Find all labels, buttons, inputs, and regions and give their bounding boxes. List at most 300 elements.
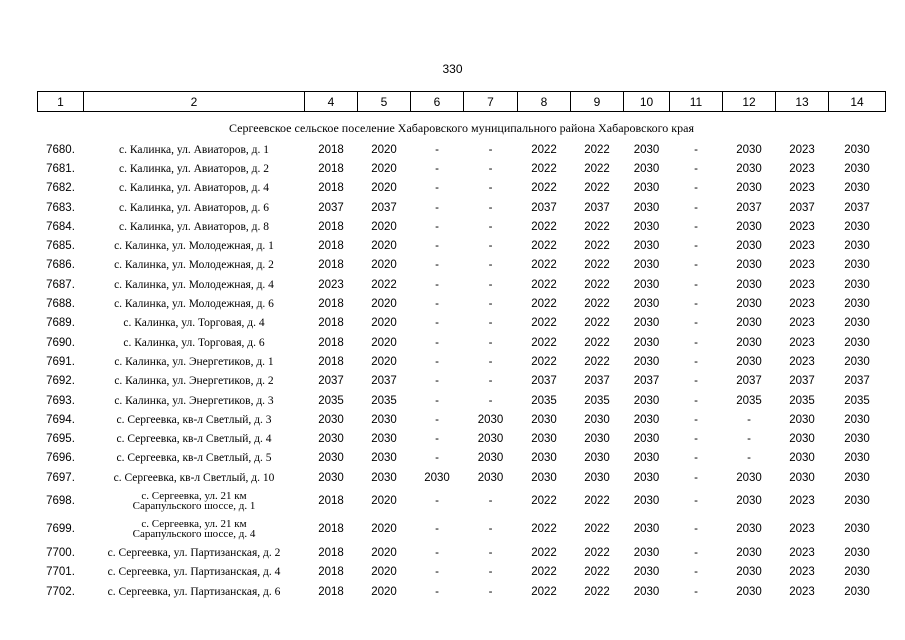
year-cell: 2030 [371, 452, 397, 465]
year-cell: 2035 [736, 394, 762, 407]
year-cell: - [435, 566, 439, 579]
year-cell: 2037 [318, 375, 344, 388]
year-cell: 2030 [736, 259, 762, 272]
year-cell: - [694, 585, 698, 598]
table-row [38, 468, 886, 487]
year-cell: 2030 [633, 546, 660, 559]
row-number: 7688. [46, 298, 75, 311]
year-cell: - [694, 336, 698, 349]
year-cell: - [747, 452, 751, 465]
address-cell: с. Калинка, ул. Авиаторов, д. 2 [119, 162, 269, 175]
year-cell: 2030 [633, 433, 660, 446]
year-cell: 2035 [318, 394, 344, 407]
year-cell: 2030 [844, 413, 870, 426]
table-row [38, 294, 886, 313]
year-cell: 2018 [318, 336, 344, 349]
year-cell: 2022 [531, 585, 557, 598]
year-cell: - [435, 162, 439, 175]
year-cell: 2022 [584, 182, 610, 195]
year-cell: 2030 [844, 336, 870, 349]
year-cell: - [694, 471, 698, 484]
year-cell: 2030 [633, 336, 660, 349]
year-cell: 2022 [531, 317, 557, 330]
table-row [38, 372, 886, 391]
year-cell: 2035 [584, 394, 610, 407]
column-header: 1 [38, 92, 84, 112]
year-cell: 2030 [844, 546, 870, 559]
year-cell: 2018 [318, 317, 344, 330]
year-cell: - [435, 413, 439, 426]
year-cell: - [488, 585, 493, 598]
year-cell: 2030 [633, 220, 660, 233]
year-cell: 2018 [318, 585, 344, 598]
year-cell: 2030 [844, 433, 870, 446]
year-cell: 2030 [736, 240, 762, 253]
year-cell: - [488, 182, 493, 195]
year-cell: 2022 [531, 546, 557, 559]
year-cell: - [694, 523, 698, 536]
year-cell: - [694, 355, 698, 368]
year-cell: - [488, 143, 493, 156]
year-cell: 2030 [633, 143, 660, 156]
table-row [38, 429, 886, 448]
year-cell: 2022 [531, 298, 557, 311]
year-cell: 2030 [318, 471, 344, 484]
table-row [38, 515, 886, 543]
year-cell: 2020 [371, 546, 397, 559]
year-cell: 2030 [424, 471, 450, 484]
year-cell: 2030 [633, 317, 660, 330]
year-cell: 2022 [584, 336, 610, 349]
table-body [38, 92, 886, 602]
year-cell: 2030 [844, 471, 870, 484]
year-cell: 2022 [584, 495, 610, 508]
year-cell: 2018 [318, 298, 344, 311]
table-row [38, 391, 886, 410]
column-header: 13 [776, 92, 829, 112]
year-cell: 2035 [844, 394, 870, 407]
year-cell: 2023 [789, 317, 815, 330]
row-number: 7691. [46, 355, 75, 368]
year-cell: 2022 [584, 240, 610, 253]
year-cell: - [694, 240, 698, 253]
year-cell: - [488, 317, 493, 330]
year-cell: 2030 [736, 162, 762, 175]
address-cell: с. Калинка, ул. Молодежная, д. 6 [114, 298, 274, 311]
year-cell: - [488, 355, 493, 368]
row-number: 7680. [46, 143, 75, 156]
year-cell: - [694, 413, 698, 426]
year-cell: 2030 [736, 523, 762, 536]
year-cell: - [488, 546, 493, 559]
year-cell: 2030 [633, 585, 660, 598]
year-cell: - [488, 220, 493, 233]
year-cell: 2018 [318, 523, 344, 536]
year-cell: 2030 [844, 585, 870, 598]
year-cell: 2023 [789, 143, 815, 156]
address-line: Сарапульского шоссе, д. 1 [132, 500, 256, 513]
year-cell: 2037 [844, 375, 870, 388]
table-row [38, 582, 886, 601]
year-cell: 2023 [789, 566, 815, 579]
year-cell: - [488, 162, 493, 175]
year-cell: 2035 [789, 394, 815, 407]
year-cell: - [488, 394, 493, 407]
year-cell: 2030 [633, 471, 660, 484]
year-cell: 2030 [584, 471, 610, 484]
year-cell: 2020 [371, 240, 397, 253]
year-cell: 2030 [633, 201, 660, 214]
year-cell: 2023 [789, 298, 815, 311]
row-number: 7681. [46, 162, 75, 175]
year-cell: - [435, 336, 439, 349]
year-cell: 2037 [789, 375, 815, 388]
address-cell [84, 487, 305, 515]
address-cell: с. Калинка, ул. Энергетиков, д. 1 [114, 355, 274, 368]
table-row [38, 333, 886, 352]
address-cell: с. Сергеевка, кв-л Светлый, д. 3 [116, 413, 272, 426]
year-cell: 2018 [318, 240, 344, 253]
year-cell: 2035 [371, 394, 397, 407]
year-cell: 2037 [789, 201, 815, 214]
year-cell: 2020 [371, 355, 397, 368]
row-number: 7693. [46, 394, 75, 407]
year-cell: 2022 [531, 278, 557, 291]
year-cell: - [694, 452, 698, 465]
year-cell: 2030 [844, 240, 870, 253]
year-cell: 2030 [371, 413, 397, 426]
year-cell: - [747, 413, 751, 426]
row-number: 7700. [46, 546, 75, 559]
year-cell: - [488, 375, 493, 388]
section-row [38, 112, 886, 141]
year-cell: 2022 [584, 220, 610, 233]
year-cell: 2030 [736, 298, 762, 311]
address-line: Сарапульского шоссе, д. 4 [132, 528, 256, 541]
year-cell: 2020 [371, 566, 397, 579]
address-cell: с. Калинка, ул. Молодежная, д. 1 [114, 240, 274, 253]
year-cell: 2023 [789, 182, 815, 195]
row-number: 7692. [46, 375, 75, 388]
year-cell: 2030 [844, 566, 870, 579]
section-title: Сергеевское сельское поселение Хабаровского муниципального района Хабаровского края [229, 120, 694, 135]
year-cell: 2037 [531, 375, 557, 388]
year-cell: 2023 [789, 336, 815, 349]
year-cell: - [694, 495, 698, 508]
row-number: 7683. [46, 201, 75, 214]
year-cell: 2030 [633, 452, 660, 465]
year-cell: 2037 [584, 375, 610, 388]
year-cell: - [694, 298, 698, 311]
year-cell: - [694, 317, 698, 330]
year-cell: 2018 [318, 143, 344, 156]
year-cell: 2023 [789, 259, 815, 272]
table-row [38, 256, 886, 275]
year-cell: 2030 [844, 220, 870, 233]
table-row [38, 487, 886, 515]
table-row [38, 179, 886, 198]
year-cell: - [435, 240, 439, 253]
year-cell: - [435, 182, 439, 195]
year-cell: - [694, 259, 698, 272]
year-cell: 2022 [584, 162, 610, 175]
year-cell: 2030 [736, 585, 762, 598]
year-cell: 2030 [318, 433, 344, 446]
address-cell: с. Калинка, ул. Молодежная, д. 4 [114, 278, 274, 291]
address-cell: с. Сергеевка, кв-л Светлый, д. 5 [116, 452, 272, 465]
year-cell: - [435, 355, 439, 368]
year-cell: 2030 [844, 162, 870, 175]
year-cell: 2023 [789, 546, 815, 559]
year-cell: 2018 [318, 566, 344, 579]
year-cell: 2022 [531, 523, 557, 536]
year-cell: 2030 [633, 162, 660, 175]
year-cell: 2022 [531, 495, 557, 508]
table-row [38, 543, 886, 562]
year-cell: - [488, 566, 493, 579]
address-cell: с. Калинка, ул. Авиаторов, д. 4 [119, 182, 269, 195]
year-cell: 2030 [844, 259, 870, 272]
row-number: 7682. [46, 182, 75, 195]
address-cell: с. Калинка, ул. Авиаторов, д. 8 [119, 220, 269, 233]
address-cell: с. Сергеевка, ул. Партизанская, д. 4 [107, 566, 281, 579]
year-cell: 2037 [531, 201, 557, 214]
year-cell: 2030 [633, 566, 660, 579]
year-cell: 2022 [531, 143, 557, 156]
year-cell: - [435, 585, 439, 598]
table-row [38, 352, 886, 371]
year-cell: 2030 [844, 278, 870, 291]
year-cell: - [488, 259, 493, 272]
column-header: 11 [670, 92, 723, 112]
year-cell: - [435, 298, 439, 311]
year-cell: 2037 [318, 201, 344, 214]
address-line: с. Сергеевка, ул. 21 км [141, 490, 247, 503]
year-cell: 2023 [789, 162, 815, 175]
year-cell: 2030 [736, 471, 762, 484]
table-row [38, 159, 886, 178]
row-number: 7690. [46, 336, 75, 349]
row-number: 7697. [46, 471, 75, 484]
year-cell: 2030 [633, 278, 660, 291]
year-cell: 2020 [371, 182, 397, 195]
year-cell: 2030 [633, 298, 660, 311]
year-cell: 2030 [584, 433, 610, 446]
year-cell: - [435, 495, 439, 508]
table-row [38, 217, 886, 236]
page-number: 330 [442, 62, 463, 76]
address-cell: с. Калинка, ул. Торговая, д. 4 [123, 317, 265, 330]
year-cell: 2023 [789, 278, 815, 291]
address-cell: с. Калинка, ул. Энергетиков, д. 2 [114, 375, 274, 388]
year-cell: - [435, 317, 439, 330]
year-cell: 2030 [844, 355, 870, 368]
column-header: 8 [518, 92, 571, 112]
year-cell: 2022 [531, 162, 557, 175]
table-row [38, 563, 886, 582]
year-cell: - [694, 143, 698, 156]
year-cell: 2022 [371, 278, 397, 291]
year-cell: - [435, 375, 439, 388]
year-cell: 2030 [633, 355, 660, 368]
year-cell: 2030 [789, 413, 815, 426]
year-cell: 2030 [736, 355, 762, 368]
column-header: 5 [358, 92, 411, 112]
year-cell: 2030 [531, 413, 557, 426]
year-cell: 2030 [736, 495, 762, 508]
column-header: 2 [84, 92, 305, 112]
year-cell: 2022 [531, 220, 557, 233]
year-cell: 2018 [318, 355, 344, 368]
year-cell: 2022 [584, 546, 610, 559]
table-row [38, 275, 886, 294]
year-cell: 2030 [531, 433, 557, 446]
year-cell: 2018 [318, 162, 344, 175]
year-cell: - [435, 546, 439, 559]
year-cell: 2030 [789, 471, 815, 484]
year-cell: - [488, 495, 493, 508]
year-cell: - [694, 278, 698, 291]
year-cell: 2030 [844, 452, 870, 465]
column-header: 4 [305, 92, 358, 112]
year-cell: - [694, 546, 698, 559]
year-cell: 2022 [584, 585, 610, 598]
row-number: 7684. [46, 220, 75, 233]
address-cell: с. Калинка, ул. Энергетиков, д. 3 [114, 394, 274, 407]
year-cell: 2030 [633, 523, 660, 536]
year-cell: 2030 [736, 278, 762, 291]
row-number: 7694. [46, 413, 75, 426]
year-cell: 2020 [371, 317, 397, 330]
year-cell: - [694, 394, 698, 407]
column-header: 6 [411, 92, 464, 112]
column-header: 10 [624, 92, 670, 112]
year-cell: 2022 [584, 317, 610, 330]
column-header: 14 [829, 92, 886, 112]
year-cell: - [435, 278, 439, 291]
year-cell: 2030 [371, 433, 397, 446]
year-cell: 2022 [531, 240, 557, 253]
year-cell: - [488, 201, 493, 214]
year-cell: 2023 [789, 523, 815, 536]
year-cell: 2037 [371, 201, 397, 214]
year-cell: - [694, 375, 698, 388]
row-number: 7689. [46, 317, 75, 330]
year-cell: 2030 [531, 471, 557, 484]
year-cell: 2030 [584, 452, 610, 465]
column-header: 7 [464, 92, 518, 112]
row-number: 7701. [46, 566, 75, 579]
year-cell: 2018 [318, 495, 344, 508]
year-cell: 2030 [844, 523, 870, 536]
row-number: 7695. [46, 433, 75, 446]
year-cell: 2022 [584, 143, 610, 156]
year-cell: - [488, 240, 493, 253]
address-line: с. Сергеевка, ул. 21 км [141, 518, 247, 531]
year-cell: 2022 [584, 523, 610, 536]
year-cell: 2030 [736, 182, 762, 195]
year-cell: 2020 [371, 220, 397, 233]
row-number: 7696. [46, 452, 75, 465]
table-row [38, 314, 886, 333]
year-cell: 2023 [789, 585, 815, 598]
year-cell: 2030 [736, 566, 762, 579]
year-cell: 2030 [633, 240, 660, 253]
year-cell: 2037 [633, 375, 660, 388]
year-cell: 2037 [736, 375, 762, 388]
year-cell: 2037 [371, 375, 397, 388]
year-cell: 2020 [371, 259, 397, 272]
year-cell: 2030 [736, 546, 762, 559]
year-cell: - [435, 394, 439, 407]
year-cell: - [488, 336, 493, 349]
year-cell: - [747, 433, 751, 446]
year-cell: - [488, 278, 493, 291]
year-cell: 2020 [371, 523, 397, 536]
column-header: 9 [571, 92, 624, 112]
address-cell: с. Сергеевка, кв-л Светлый, д. 10 [113, 471, 275, 484]
year-cell: 2030 [844, 317, 870, 330]
year-cell: 2030 [371, 471, 397, 484]
year-cell: - [435, 452, 439, 465]
table-row [38, 449, 886, 468]
column-header: 12 [723, 92, 776, 112]
year-cell: 2022 [584, 566, 610, 579]
year-cell: - [694, 182, 698, 195]
year-cell: 2022 [531, 259, 557, 272]
year-cell: 2035 [531, 394, 557, 407]
year-cell: 2037 [584, 201, 610, 214]
year-cell: - [435, 433, 439, 446]
table-row [38, 198, 886, 217]
row-number: 7699. [46, 523, 75, 536]
year-cell: 2022 [531, 182, 557, 195]
year-cell: - [435, 143, 439, 156]
year-cell: 2023 [789, 240, 815, 253]
address-cell: с. Сергеевка, кв-л Светлый, д. 4 [116, 433, 272, 446]
year-cell: - [435, 259, 439, 272]
row-number: 7687. [46, 278, 75, 291]
year-cell: 2030 [477, 471, 504, 484]
year-cell: 2030 [477, 413, 504, 426]
year-cell: 2030 [736, 220, 762, 233]
year-cell: 2030 [318, 452, 344, 465]
year-cell: 2020 [371, 143, 397, 156]
row-number: 7685. [46, 240, 75, 253]
year-cell: 2030 [736, 143, 762, 156]
year-cell: - [435, 220, 439, 233]
year-cell: - [694, 162, 698, 175]
row-number: 7698. [46, 495, 75, 508]
year-cell: 2018 [318, 220, 344, 233]
table-row [38, 236, 886, 255]
year-cell: - [694, 566, 698, 579]
address-cell [84, 515, 305, 543]
address-cell: с. Сергеевка, ул. Партизанская, д. 6 [107, 585, 281, 598]
row-number: 7702. [46, 585, 75, 598]
year-cell: 2023 [318, 278, 344, 291]
year-cell: 2030 [633, 495, 660, 508]
year-cell: 2022 [584, 298, 610, 311]
year-cell: - [435, 523, 439, 536]
year-cell: - [694, 201, 698, 214]
year-cell: 2030 [633, 394, 660, 407]
year-cell: 2020 [371, 336, 397, 349]
year-cell: 2030 [789, 452, 815, 465]
year-cell: - [435, 201, 439, 214]
year-cell: - [488, 298, 493, 311]
year-cell: 2022 [531, 336, 557, 349]
